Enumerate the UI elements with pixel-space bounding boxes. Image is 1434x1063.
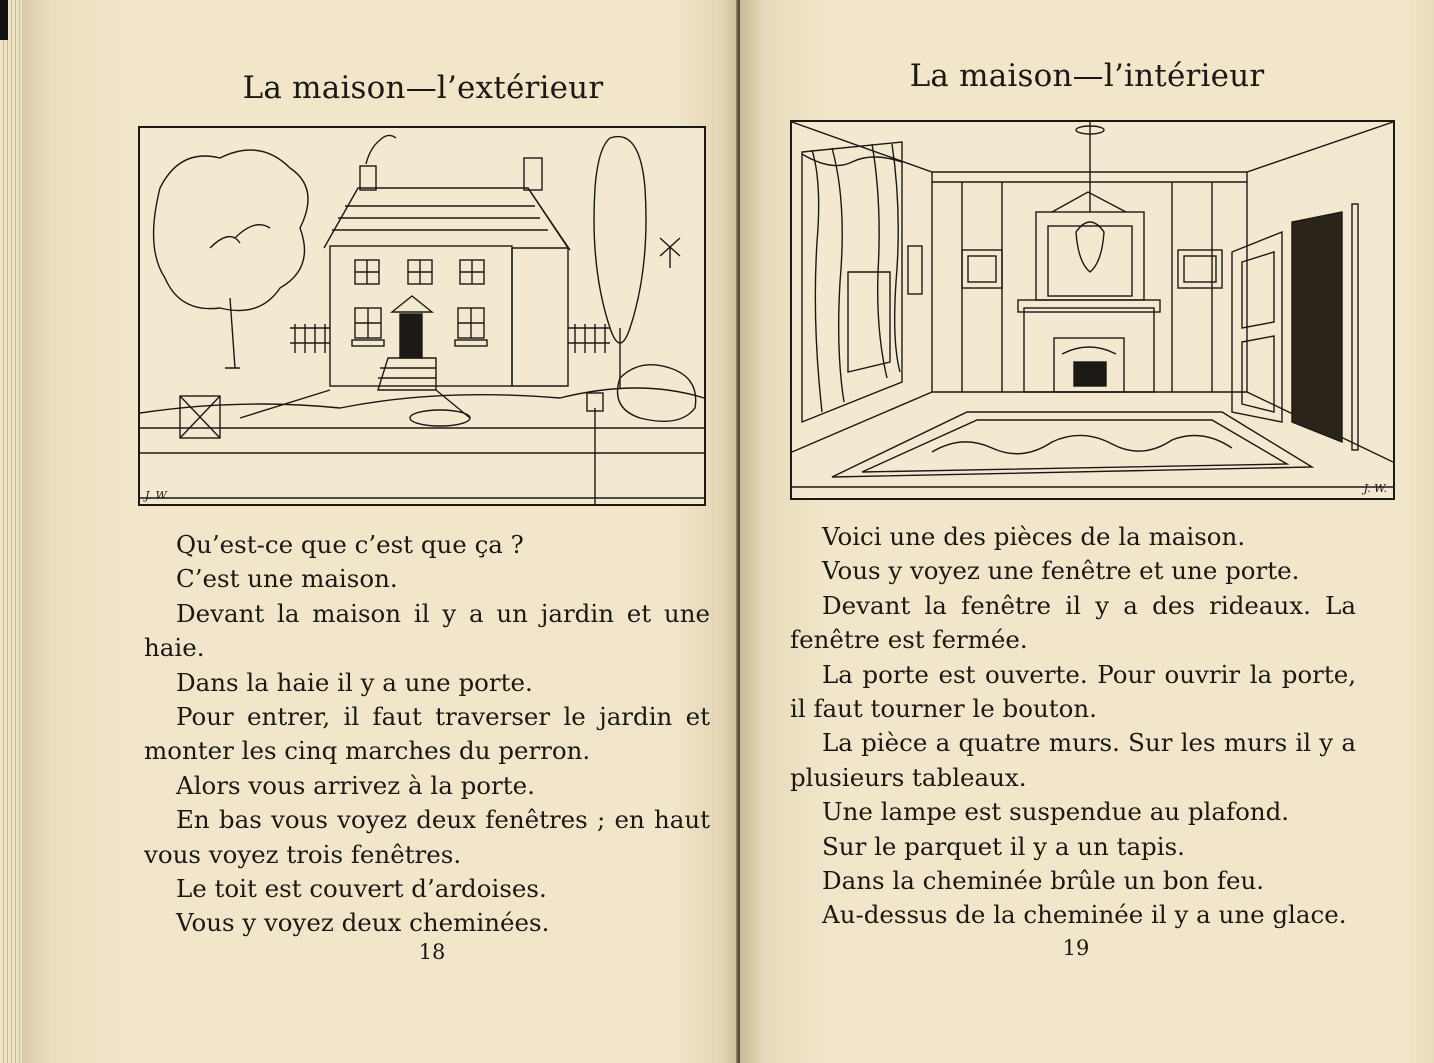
right-page — [740, 0, 1434, 1063]
right-page-text — [790, 520, 1356, 933]
right-paragraph: Sur le parquet il y a un tapis. — [822, 831, 1185, 861]
right-paragraph: Au-dessus de la cheminée il y a une glace. — [822, 900, 1347, 930]
right-page-title: La maison—l’intérieur — [909, 58, 1265, 94]
left-paragraph: Qu’est-ce que c’est que ça ? — [176, 530, 524, 559]
right-paragraph: Une lampe est suspendue au plafond. — [822, 797, 1290, 827]
left-page-text — [144, 528, 710, 941]
right-page-number: 19 — [1062, 936, 1090, 960]
right-paragraph: Devant la fenêtre il y a des rideaux. La fenêtre est fermée. — [790, 590, 1356, 655]
right-paragraph: La porte est ouverte. Pour ouvrir la porte, il faut tourner le bouton. — [790, 659, 1356, 724]
left-page-number: 18 — [418, 940, 446, 964]
dark-strip — [0, 0, 8, 40]
left-paragraph: Alors vous arrivez à la porte. — [176, 770, 535, 800]
page-edges — [0, 0, 22, 1063]
left-page — [22, 0, 738, 1063]
house-exterior-illustration — [138, 126, 706, 506]
house-exterior-drawing — [140, 128, 704, 504]
right-paragraph: Vous y voyez une fenêtre et une porte. — [822, 556, 1300, 586]
right-paragraph: La pièce a quatre murs. Sur les murs il y a plusieurs tableaux. — [790, 728, 1356, 792]
right-illustration-signature: J. W. — [1363, 482, 1387, 495]
left-page-title: La maison—l’extérieur — [242, 70, 604, 106]
left-paragraph: Dans la haie il y a une porte. — [176, 667, 533, 697]
left-paragraph: Devant la maison il y a un jardin et une haie. — [144, 598, 710, 663]
right-paragraph: Dans la cheminée brûle un bon feu. — [822, 866, 1265, 896]
left-paragraph: Vous y voyez deux cheminées. — [176, 908, 550, 938]
left-paragraph: C’est une maison. — [176, 564, 398, 594]
left-paragraph: Pour entrer, il faut traverser le jardin et monter les cinq marches du perron. — [144, 702, 710, 766]
right-paragraph: Voici une des pièces de la maison. — [822, 522, 1246, 551]
left-paragraph: Le toit est couvert d’ardoises. — [176, 874, 547, 904]
room-interior-drawing — [792, 122, 1393, 498]
left-paragraph: En bas vous voyez deux fenêtres ; en haut vous voyez trois fenêtres. — [144, 805, 710, 869]
room-interior-illustration — [790, 120, 1395, 500]
left-illustration-signature: J. W. — [145, 489, 169, 502]
